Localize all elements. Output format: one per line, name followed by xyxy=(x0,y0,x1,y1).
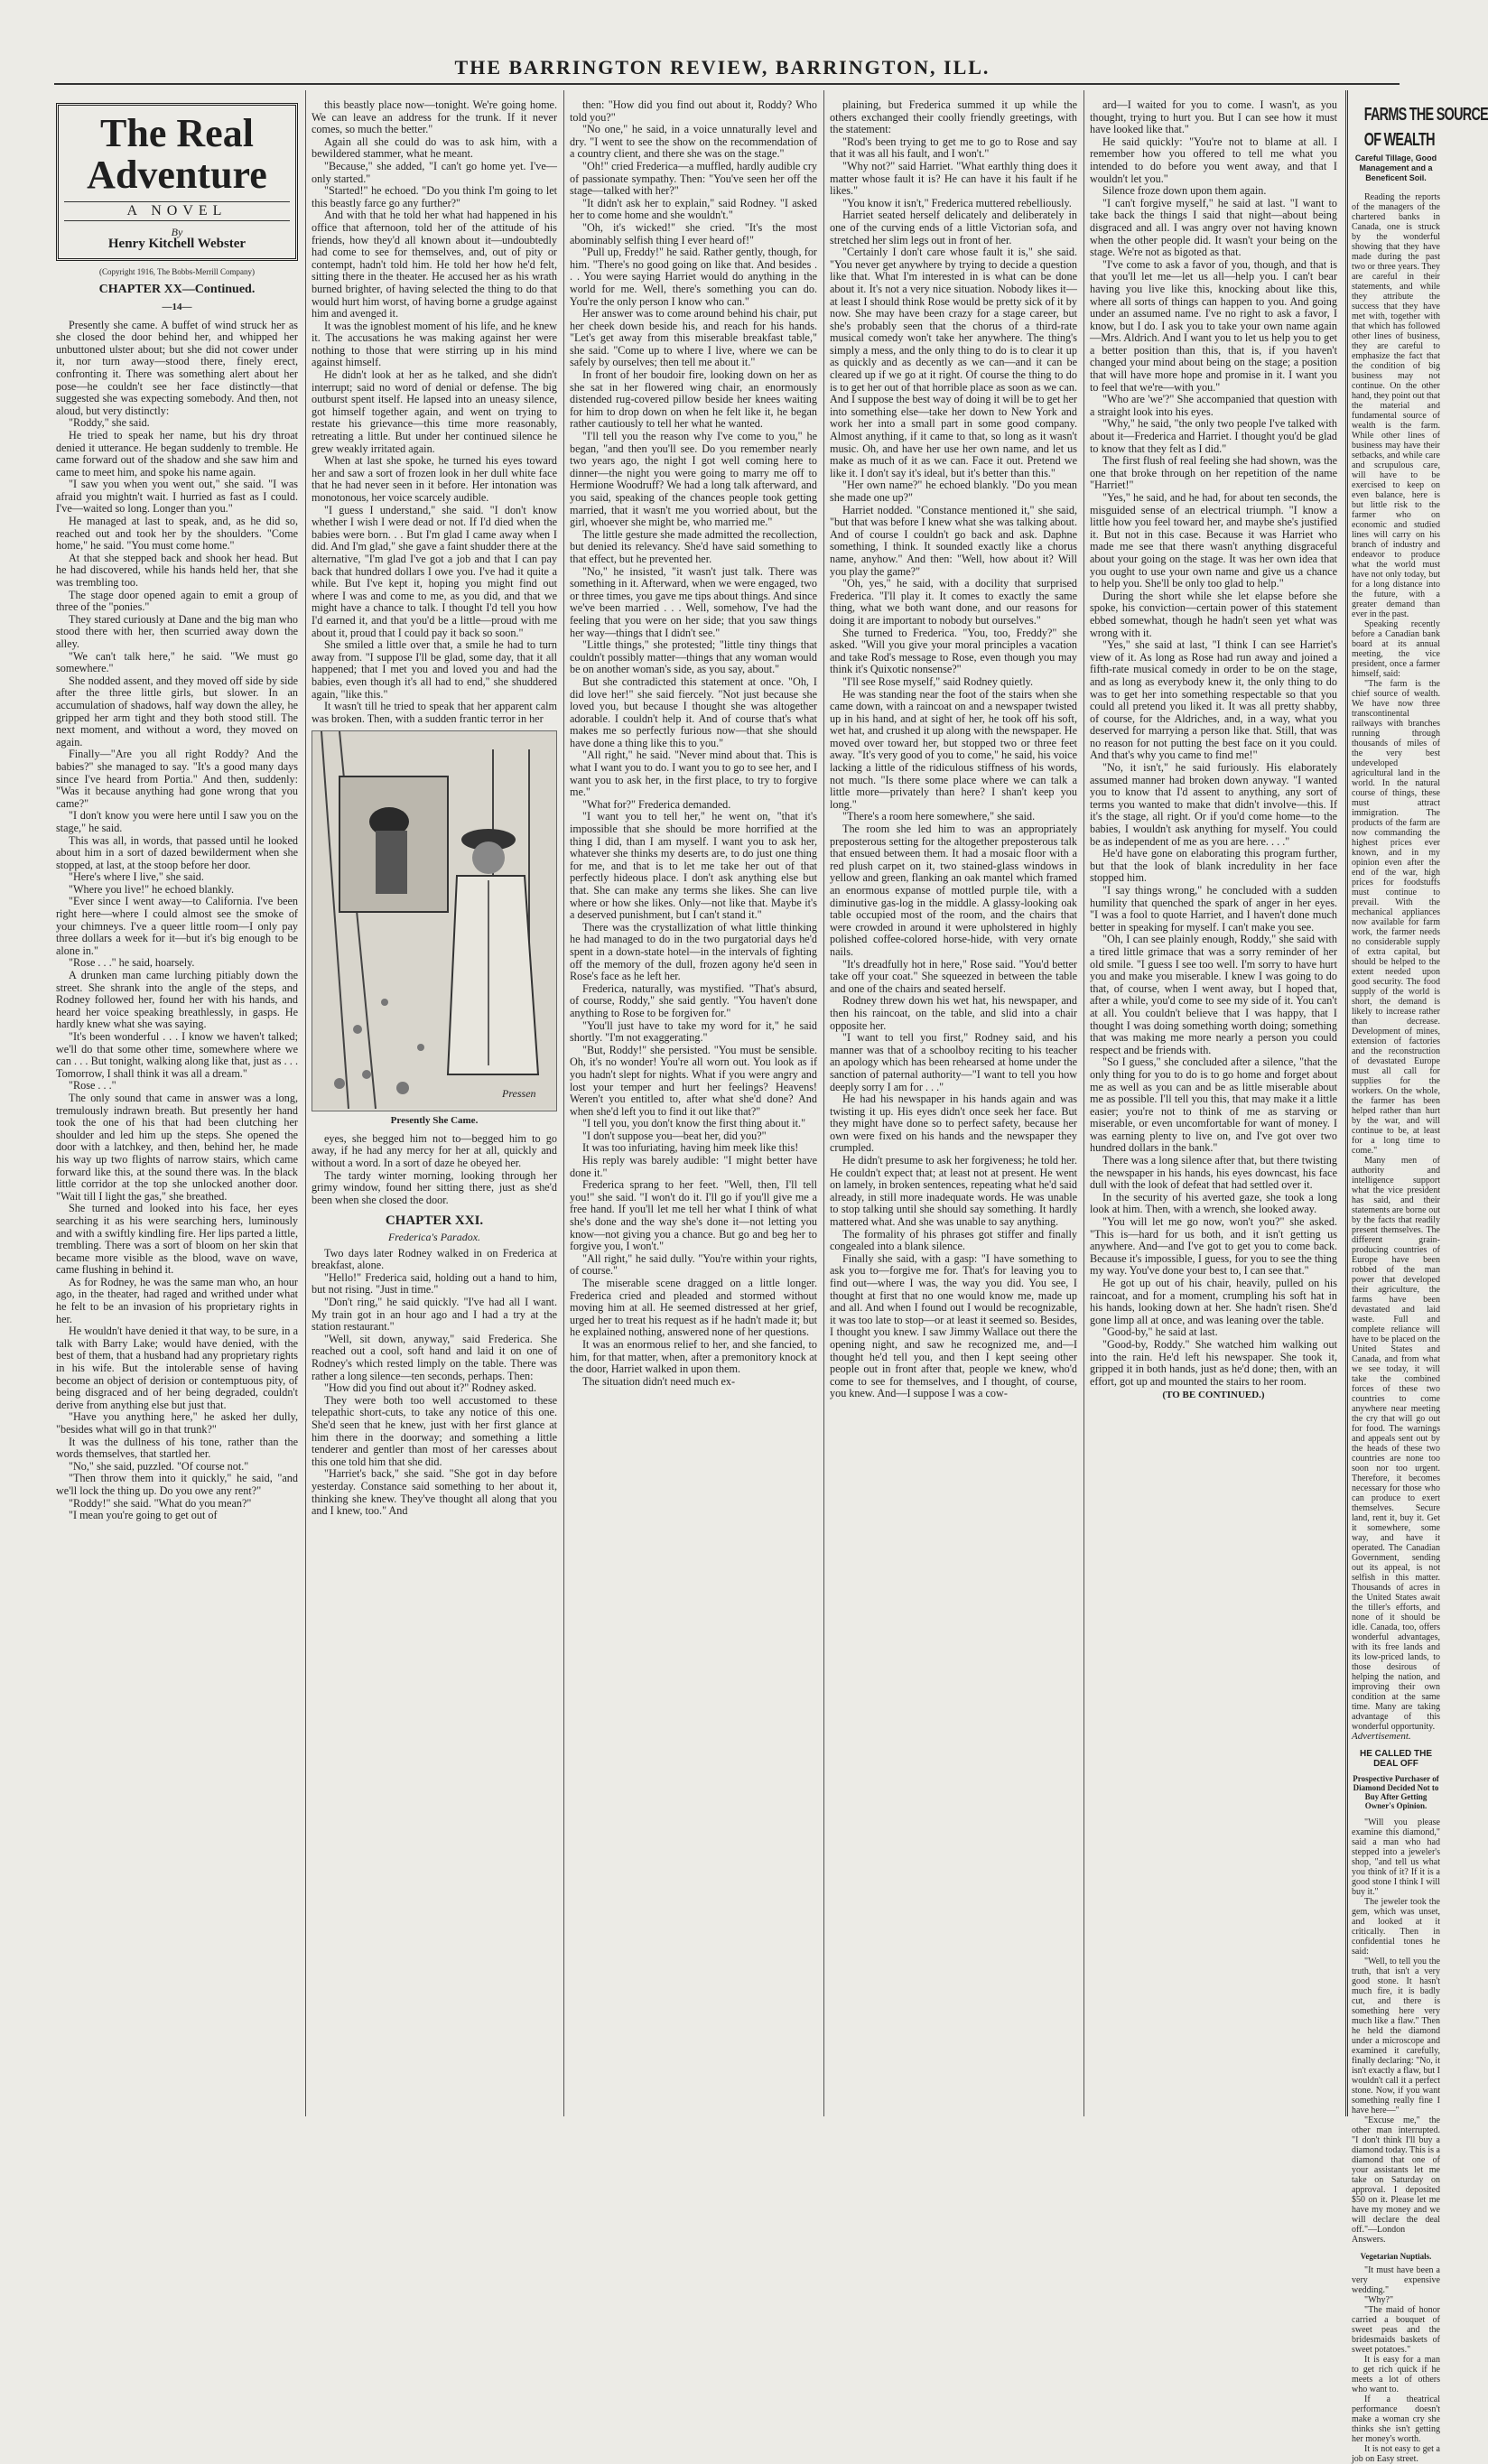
farms-headline-1: FARMS THE SOURCE xyxy=(1363,105,1488,125)
paragraph: It was the ignoblest moment of his life, and he knew it. The accusations he was making against her were nothing to those that were stirring up in his mind against himself. xyxy=(312,319,557,369)
paragraph: "But, Roddy!" she persisted. "You must be sensible. Oh, it's no wonder! You're all worn out. You look as if you hadn't slept for nights. What if you were angry and lost your temper and hurt her feelings? Heavens! Weren't you entitled to, after what she'd done? And when she'd left you to find it out like that?" xyxy=(570,1043,817,1118)
paragraph: She smiled a little over that, a smile he had to turn away from. "I suppose I'll be glad, some day, that it all happened; that I met you and loved you and had the babies, even though it's all had to end," she shuddered again, "like this." xyxy=(312,638,557,701)
column-5 xyxy=(1090,99,1337,2112)
paragraph: "I guess I understand," she said. "I don't know whether I wish I were dead or not. If I'd died when the babies were born. . . But I'm glad I came away when I did. And I'm glad," she gave a faint shudder there at the alternative, "I'm glad I've got a job and that I can pay back that hundred dollars I owe you. I've had it quite a while. But I've kept it, hoping you might find out where I was and come to me, as you did, and that we might have a chance to talk. I thought I'd tell you how I'd earned it, and that you'd be a little—proud with me about it, proud that I could pay it back so soon." xyxy=(312,503,557,639)
paragraph: It was the dullness of his tone, rather than the words themselves, that startled her. xyxy=(56,1435,298,1461)
paragraph: "Well, to tell you the truth, that isn't a very good stone. It hasn't much fire, it is badly cut, and there is something here very much like a flaw." Then he held the diamond under a microscope and examined it carefully, finally declaring: "No, it isn't exactly a flaw, but I wouldn't call it a perfect stone. Now, if you want something really fine I have here—" xyxy=(1352,1957,1440,2115)
paragraph: Many men of authority and intelligence support what the vice president has said, and their statements are borne out by the facts that readily present themselves. The different grain-producing countries of Europe have been robbed of the man power that developed their agriculture, the farms have been devastated and laid waste. Full and complete reliance will have to be placed on the United States and Canada, and from what we see today, it will take the combined forces of these two countries to come anywhere near meeting the cry that will go out for food. The warnings and appeals sent out by the heads of these two countries are none too soon nor too urgent. Therefore, it becomes necessary for those who can produce to exert themselves. Secure land, rent it, buy it. Get it somewhere, some way, and have it operated. The Canadian Government, sending out its appeal, is not selfish in this matter. Thousands of acres in the United States await the tiller's efforts, and none of it should be idle. Canada, too, offers wonderful advantages, with its free lands and its low-priced lands, to those desirous of helping the nation, and improving their own condition at the same time. Many are taking advantage of this wonderful opportunity. xyxy=(1352,1156,1440,1732)
story-author: Henry Kitchell Webster xyxy=(107,237,246,252)
paragraph: "I want to tell you first," Rodney said, and his manner was that of a schoolboy reciting to his teacher an apology which has been rehearsed at home under the sanction of paternal authority—"I want to tell you how deeply sorry I am for . . ." xyxy=(830,1031,1077,1093)
paragraph: "The maid of honor carried a bouquet of sweet peas and the bridesmaids baskets of sweet potatoes." xyxy=(1352,2305,1440,2355)
paragraph: Her answer was to come around behind his chair, put her cheek down beside his, and reach for his hands. "Let's get away from this miserable breakfast table," she said. "Come up to where I live, where we can be safely by ourselves; then tell me about it." xyxy=(570,307,817,369)
vegetarian-text xyxy=(1352,2265,1440,2355)
paragraph: It was too infuriating, having him meek like this! xyxy=(582,1141,799,1155)
paragraph: "Oh, I can see plainly enough, Roddy," she said with a tired little grimace that was a sorry reminder of her old smile. "I guess I see too well. I'm sorry to have hurt you and make you miserable. I knew I was going to do that, of course, when I went away, but I hoped that, after a while, you'd come to see my side of it. You can't at all. You couldn't believe that I was happy, that I thought I was doing something worth doing; something that was making me more nearly a person you could respect and be friends with. xyxy=(1090,933,1337,1056)
illustration-caption: Presently She Came. xyxy=(390,1115,479,1127)
paragraph: The little gesture she made admitted the recollection, but denied its relevancy. She'd have said something to that effect, but he prevented her. xyxy=(570,527,817,565)
paragraph: "I've come to ask a favor of you, though, and that is that you'll let me—let us all—help you. I can't bear having you live like this, knocking about like this, where all sorts of things can happen to you. And going under an assumed name. I've no right to ask a favor, I know, but I do. I ask you to take your own name again—Mrs. Aldrich. And I want you to let us help you to get a better position than this, that is, if you haven't changed your mind about being on the stage; a position that will have more hope and promise in it. I want you to feel that we're—with you." xyxy=(1090,257,1337,394)
paragraph: "I don't know you were here until I saw you on the stage," he said. xyxy=(56,809,298,834)
deal-text xyxy=(1352,1818,1440,2245)
paragraph: Reading the reports of the managers of the chartered banks in Canada, one is struck by the wonderful showing that they have made during the past two or three years. They are careful in their statements, and while they attribute the success that they have met with, together with that which has followed other lines of business, they are careful to emphasize the fact that the condition of big business may not continue. On the other hand, they point out that the material and fundamental source of wealth is the farm. While other lines of business may have their setbacks, and while care and scrupulous care, will have to be exercised to keep on even balance, here is but little risk to the farmer who on economic and studied lines will carry on his branch of industry and endeavor to produce what the world must have not only today, but for a long distance into the future, with a greater demand than ever in the past. xyxy=(1352,192,1440,619)
paragraph: "Roddy," she said. xyxy=(69,416,150,430)
paragraph: "Rose . . ." he said, hoarsely. xyxy=(69,956,195,970)
paragraph: "Oh, yes," he said, with a docility that surprised Frederica. "I'll play it. It comes to exactly the same thing, what we both want done, and our reasons for doing it are important to nobody but ourselves." xyxy=(830,577,1077,627)
paragraph: In the security of his averted gaze, she took a long look at him. Then, with a wrench, she looked away. xyxy=(1090,1190,1337,1216)
paragraph: She nodded assent, and they moved off side by side after the three little girls, but slower. In an accumulation of shadows, half way down the alley, he gripped her arm tight and they both stood still. The next moment, and without a word, they moved on again. xyxy=(56,674,298,748)
paragraph: It is easy for a man to get rich quick if he meets a lot of others who want to. xyxy=(1352,2355,1440,2394)
col5-text xyxy=(1090,99,1337,1388)
paragraph: He got up out of his chair, heavily, pulled on his raincoat, and for a moment, crumpling his soft hat in his hands, looking down at her. She hadn't risen. She'd gone limp all at once, and was leaning over the table. xyxy=(1090,1277,1337,1326)
paragraph: In front of her boudoir fire, looking down on her as she sat in her flowered wing chair, an enormously distended rug-covered pillow beside her knees waiting for him to drop down on when he felt like it, he began rather cautiously to tell her what he wanted. xyxy=(570,368,817,431)
column-2 xyxy=(312,99,557,2112)
paragraph: Again all she could do was to ask him, with a bewildered stammer, what he meant. xyxy=(312,135,557,161)
paragraph: As for Rodney, he was the same man who, an hour ago, in the theater, had raged and writhed under what he felt to be an invasion of his proprietary rights in her. xyxy=(56,1275,298,1325)
paragraph: "There's a room here somewhere," she said. xyxy=(842,810,1036,823)
paragraph: When at last she spoke, he turned his eyes toward her and saw a sort of frozen look in her dull white face that he had never seen in it before. Her intonation was monotonous, her voice scarcely audible. xyxy=(312,454,557,504)
paragraph: He'd have gone on elaborating this program further, but that the look of blank incredulity in her face stopped him. xyxy=(1090,847,1337,885)
paragraph: "Started!" he echoed. "Do you think I'm going to let this beastly farce go any further?" xyxy=(312,184,557,209)
paragraph: The stage door opened again to emit a group of three of the "ponies." xyxy=(56,588,298,614)
story-illustration xyxy=(312,730,557,1111)
column-1 xyxy=(56,99,298,2112)
paragraph: "It must have been a very expensive wedding." xyxy=(1352,2265,1440,2295)
paragraph: "I'll tell you the reason why I've come to you," he began, "and then you'll see. Do you remember nearly two years ago, the night I got well coming here to dinner—the night you were going to marry me off to Hermione Woodruff? We had a long talk afterward, and you said, speaking of the chances people took getting married, that it wasn't me you worried about, but the girl, whoever she might be, who married me." xyxy=(570,430,817,529)
paragraph: "I mean you're going to get out of xyxy=(69,1509,218,1522)
paragraph: "All right," he said. "Never mind about that. This is what I want you to do. I want you to go to see her, and I want you to ask her, in the first place, to try to forgive me." xyxy=(570,748,817,799)
paragraph: She turned and looked into his face, her eyes searching it as his were searching hers, luminously and with a swiftly kindling fire. Her lips parted a little, trembling. There was a sort of bloom on her skin that became more visible as the blood, wave on wave, came flushing in behind it. xyxy=(56,1202,298,1277)
masthead-rule xyxy=(54,83,1400,85)
deal-headline: HE CALLED THE DEAL OFF xyxy=(1360,1749,1432,1769)
paragraph: "How did you find out about it?" Rodney asked. xyxy=(324,1381,537,1395)
col4-text xyxy=(830,99,1077,1400)
paragraph: Frederica sprang to her feet. "Well, then, I'll tell you!" she said. "I won't do it. I'll go if you'll give me a free hand. If you'll let me tell her what I think of what she's done and the way she's done it—not letting you know—not giving you a chance. But go and beg her to forgive you, I won't." xyxy=(570,1178,817,1253)
paragraph: "The farm is the chief source of wealth. We have now three transcontinental railways with branches running through thousands of miles of the very best undeveloped agricultural land in the world. In the natural course of things, these must attract immigration. The products of the farm are now commanding the highest prices ever known, and in my opinion even after the end of the war, high prices for foodstuffs must continue to prevail. With the mechanical appliances now available for farm work, the farmer needs no considerable supply of extra capital, but should be helped to the extent needed upon good security. The food supply of the world is short, the demand is likely to increase rather than decrease. Development of mines, extension of factories and the reconstruction of devastated Europe must all call for supplies for the workers. On the whole, the farmer has been helped rather than hurt by the war, and will continue to be, at least for a long time to come." xyxy=(1352,679,1440,1156)
paragraph: "I can't forgive myself," he said at last. "I want to take back the things I said that night—about being disgraced and all. I was angry over not having known when the other people did. It wasn't your being on the stage. We're not as bigoted as that. xyxy=(1090,196,1337,259)
illustration-signature: Pressen xyxy=(502,1087,536,1101)
paragraph: "Pull up, Freddy!" he said. Rather gently, though, for him. "There's no good going on like that. And besides . . . You were saying Harriet would do anything in the world for me. Well, there's something you can do. You're the only person I know who can." xyxy=(570,246,817,308)
paragraph: "No," she said, puzzled. "Of course not." xyxy=(69,1459,249,1473)
story-title-box xyxy=(56,103,298,261)
farms-headline-2: OF WEALTH xyxy=(1363,130,1435,150)
paragraph: "Why?" xyxy=(1364,2295,1394,2305)
paragraph: "It didn't ask her to explain," said Rodney. "I asked her to come home and she wouldn't." xyxy=(570,196,817,222)
col2-bottom-text xyxy=(312,1133,557,1207)
paragraph: "No, it isn't," he said furiously. His elaborately assumed manner had broken down anyway. "I wanted you to know that I'd assent to anything, any sort of terms you wanted to make that didn't involve—this. If it's the stage, all right. Or if you'd come home—to the babies, I wouldn't ask anything for myself. You could be as independent of me as you are here. . . ." xyxy=(1090,761,1337,848)
paragraph: "No one," he said, in a voice unnaturally level and dry. "I went to see the show on the recommendation of a country client, and there she was on the stage." xyxy=(570,123,817,161)
to-be-continued: (TO BE CONTINUED.) xyxy=(1162,1390,1265,1401)
paragraph: Two days later Rodney walked in on Frederica at breakfast, alone. xyxy=(312,1246,557,1272)
paragraph: "I say things wrong," he concluded with a sudden humility that quenched the spark of anger in her eyes. "I was a fool to quote Harriet, and I haven't done much better in speaking for myself. I can't make you see. xyxy=(1090,884,1337,934)
paragraph: "Ever since I went away—to California. I've been right here—where I could almost see the smoke of your chimneys. I've a queer little room—I only pay three dollars a week for it—but it's big enough to be alone in." xyxy=(56,895,298,957)
fillers-text xyxy=(1352,2355,1440,2464)
paragraph: During the short while she let elapse before she spoke, his conviction—certain power of this statement ebbed somewhat, though he hadn't seen yet what was wrong with it. xyxy=(1090,589,1337,639)
paragraph: "I saw you when you went out," she said. "I was afraid you mightn't wait. I hurried as fast as I could. I've—waited so long. Longer than you." xyxy=(56,478,298,516)
paragraph: "You will let me go now, won't you?" she asked. "This is—hard for us both, and it isn't getting us anywhere. And—and I've got to get you to come back. Because it's impossible, I guess, for you to see the thing my way. You've done your best to, I can see that." xyxy=(1090,1215,1337,1278)
paragraph: Finally—"Are you all right Roddy? And the babies?" she managed to say. "It's a good many days since I've heard from Portia." And then, suddenly: "Was it because anything had gone wrong that you came?" xyxy=(56,748,298,810)
paragraph: plaining, but Frederica summed it up while the others exchanged their coolly friendly greetings, with the statement: xyxy=(830,98,1077,136)
paragraph: It was an enormous relief to her, and she fancied, to him, for that matter, when, after a premonitory knock at the door, Harriet walked in upon them. xyxy=(570,1337,817,1376)
paragraph: "I don't suppose you—beat her, did you?" xyxy=(582,1129,767,1142)
paragraph: There was the crystallization of what little thinking he had managed to do in the two purgatorial days he'd spent in a down-state hotel—in the intervals of fighting off the memory of the dull, frozen agony he'd seen in Rose's face as he left her. xyxy=(570,920,817,983)
illustration-drawing xyxy=(312,731,556,1109)
paragraph: "I tell you, you don't know the first thing about it." xyxy=(582,1117,806,1130)
story-title-line-1: The Real xyxy=(100,111,254,155)
paragraph: "We can't talk here," he said. "We must go somewhere." xyxy=(56,649,298,675)
chapter-label: CHAPTER XX—Continued. xyxy=(98,283,256,297)
paragraph: The formality of his phrases got stiffer and finally congealed into a blank silence. xyxy=(830,1227,1077,1253)
paragraph: ard—I waited for you to come. I wasn't, as you thought, trying to hurt you. But I can see how it must have looked like that." xyxy=(1090,98,1337,136)
paragraph: "Hello!" Frederica said, holding out a hand to him, but not rising. "Just in time." xyxy=(312,1270,557,1297)
paragraph: "Then throw them into it quickly," he said, "and we'll lock the thing up. Do you owe any rent?" xyxy=(56,1472,298,1497)
story-title-line-2: Adventure xyxy=(87,153,267,197)
paragraph: Silence froze down upon them again. xyxy=(1102,184,1267,198)
paragraph: "It's dreadfully hot in here," Rose said. "You'd better take off your coat." She squeezed in between the table and one of the chairs and seated herself. xyxy=(830,957,1077,995)
paragraph: If a theatrical performance doesn't make a woman cry she thinks she isn't getting her money's worth. xyxy=(1352,2394,1440,2444)
paragraph: He didn't presume to ask her forgiveness; he told her. He couldn't expect that; at least not at present. He went on lamely, in broken sentences, repeating what he'd said already, in still more inadequate words. He was unable to stop talking until she should say something. It hardly mattered what. And she was unable to say anything. xyxy=(830,1154,1077,1229)
paragraph: He said quickly: "You're not to blame at all. I remember how you offered to tell me what you intended to do before you went away, and that I wouldn't let you." xyxy=(1090,135,1337,185)
paragraph: It is not easy to get a job on Easy street. xyxy=(1352,2444,1440,2464)
paragraph: It wasn't till he tried to speak that her apparent calm was broken. Then, with a sudden frantic terror in her xyxy=(312,700,557,725)
col1-text xyxy=(56,320,298,1522)
column-3 xyxy=(570,99,817,2112)
paragraph: And with that he told her what had happened in his office that afternoon, told her of the attitude of his friends, how they'd all known about it—undoubtedly had come to see for themselves, and, out of pity or contempt, hadn't told him. He told her how he'd felt, sitting there in the theater. He accused her as his wrath burned brighter, of having selected the thing to do that would hurt him worst, of having borne a grudge against him and avenged it. xyxy=(312,209,557,321)
paragraph: "Because," she added, "I can't go home yet. I've—only started." xyxy=(312,159,557,185)
paragraph: At that she stepped back and shook her head. But he had discovered, while his hands held her, that she was trembling too. xyxy=(56,551,298,590)
paragraph: Rodney threw down his wet hat, his newspaper, and then his raincoat, on the table, and slid into a chair opposite her. xyxy=(830,994,1077,1032)
paragraph: A drunken man came lurching pitiably down the street. She shrank into the angle of the steps, and Rodney followed her, found her with his hands, and heard her voice speaking breathlessly, in gasps. He hardly knew what she was saying. xyxy=(56,969,298,1031)
paragraph: The only sound that came in answer was a long, tremulously indrawn breath. But presently her hand took the one of his that had been clutching her shoulder and led him up the steps. She opened the door with a latchkey, and then, behind her, he made his way up two flights of narrow stairs, which came forward like this, at the sound there was. In the black little corridor at the top she unlocked another door. "Wait till I light the gas," she breathed. xyxy=(56,1091,298,1203)
paragraph: Harriet seated herself delicately and deliberately in one of the curving ends of a little Victorian sofa, and stretched her slim legs out in front of her. xyxy=(830,209,1077,246)
paragraph: There was a long silence after that, but there twisting the newspaper in his hands, his eyes downcast, his face dull with the look of defeat that had settled over it. xyxy=(1090,1154,1337,1192)
paragraph: "Good-by," he said at last. xyxy=(1102,1325,1218,1339)
paragraph: "I'll see Rose myself," said Rodney quietly. xyxy=(842,674,1034,688)
paragraph: "Yes," he said, and he had, for about ten seconds, the misguided sense of an electrical triumph. "I know a little how you feel toward her, and maybe she's justified it. But not in this case. Because it was Harriet who made me see that there wasn't anything disgraceful about your going on the stage. It was her own idea that you ought to use your own name and give us a chance to help you. She'll be only too glad to help." xyxy=(1090,491,1337,590)
paragraph: "Her own name?" he echoed blankly. "Do you mean she made one up?" xyxy=(830,479,1077,504)
paragraph: He tried to speak her name, but his dry throat denied it utterance. He began suddenly to tremble. He came forward out of the shadow and she saw him and came to meet him, and spoke his name again. xyxy=(56,428,298,479)
paragraph: They stared curiously at Dane and the big man who stood there with her, then scurried away down the alley. xyxy=(56,612,298,650)
paragraph: "Well, sit down, anyway," said Frederica. She reached out a cool, soft hand and laid it on one of Rodney's which rested limply on the table. There was rather a long silence—ten seconds, perhaps. Then: xyxy=(312,1332,557,1382)
col2-top-text xyxy=(312,99,557,725)
paragraph: He was standing near the foot of the stairs when she came down, with a raincoat on and a newspaper twisted up in his hand, and at sight of her, he took off his soft, wet hat, and crushed it up along with the newspaper. He moved over toward her, but stopped two or three feet away. "It's very good of you to come," he said, his voice lacking a little of the ridiculous stiffness of his words, not much. "Is there some place where we can talk a little more—privately than here? I shan't keep you long." xyxy=(830,687,1077,811)
paragraph: He wouldn't have denied it that way, to be sure, in a talk with Barry Lake; would have denied, with the best of them, that a husband had any proprietary rights in his wife. But the intolerable sense of having become an object of derision or contemptuous pity, of being disgraced and of her being degraded, couldn't derive from anything else but just that. xyxy=(56,1325,298,1411)
paragraph: Harriet nodded. "Constance mentioned it," she said, "but that was before I knew what she was talking about. And of course I couldn't go back and ask. Daphne something, I think. It sounded exactly like a chorus name, anyhow." And then: "Well, how about it? Will you play the game?" xyxy=(830,503,1077,578)
paragraph: His reply was barely audible: "I might better have done it." xyxy=(570,1154,817,1179)
copyright: (Copyright 1916, The Bobbs-Merrill Company) xyxy=(98,266,256,276)
column-rule xyxy=(823,90,824,2116)
paragraph: The tardy winter morning, looking through her grimy window, found her sitting there, just as she'd been when she closed the door. xyxy=(312,1168,557,1206)
paragraph: "Why not?" said Harriet. "What earthly thing does it matter whose fault it is? He can have it his fault if he likes." xyxy=(830,159,1077,198)
farms-advertisement: Advertisement. xyxy=(1352,1731,1411,1742)
paragraph: Finally she said, with a gasp: "I have something to ask you to—forgive me for. That's for leaving you to find out—where I was, the way you did. You see, I thought at first that no one would know me, made up and all. And when I found out I would be recognizable, it was too late to stop—or at least it seemed so. Besides, I thought you knew. I saw Jimmy Wallace out there the opening night, and saw he recognized me, and—I thought he'd tell you, and then I kept seeing other people out in front after that, people we knew, who'd come to see for themselves, and I thought, of course, you knew. And—I suppose I was a cow- xyxy=(830,1251,1077,1400)
paragraph: "Oh!" cried Frederica—a muffled, hardly audible cry of passionate sympathy. Then: "You've seen her off the stage—talked with her?" xyxy=(570,159,817,198)
deal-subhead: Prospective Purchaser of Diamond Decided Not to Buy After Getting Owner's Opinion. xyxy=(1353,1774,1439,1810)
masthead: THE BARRINGTON REVIEW, BARRINGTON, ILL. xyxy=(454,56,990,79)
chapter-2-title: Frederica's Paradox. xyxy=(387,1231,481,1244)
paragraph: "Will you please examine this diamond," said a man who had stepped into a jeweler's shop, "and tell us what you think of it? If it is a good stone I think I will buy it." xyxy=(1352,1818,1440,1897)
paragraph: He managed at last to speak, and, as he did so, reached out and took her by the shoulders. "Come home," he said. "You must come home." xyxy=(56,515,298,553)
paragraph: The situation didn't need much ex- xyxy=(582,1374,736,1388)
paragraph: The miserable scene dragged on a little longer. Frederica cried and pleaded and stormed without moving him at all. He seemed distressed at her grief, urged her to treat his request as if he hadn't made it; but he explained nothing, answered none of her questions. xyxy=(570,1277,817,1339)
farms-subhead: Careful Tillage, Good Management and a Beneficent Soil. xyxy=(1354,153,1437,182)
story-by: By xyxy=(171,225,183,238)
paragraph: "It's been wonderful . . . I know we haven't talked; we'll do that some other time, somewhere where we can . . . But tonight, walking along like that, just as . . . Tomorrow, I shall think it was all a dream." xyxy=(56,1030,298,1080)
column-rule xyxy=(305,90,306,2116)
paragraph: But she contradicted this statement at once. "Oh, I did love her!" she said fiercely. "Not just because she loved you, but because I thought she was altogether adorable. I couldn't help it. And of course that's what makes me so perfectly furious now—that she should have done a thing like this to you." xyxy=(570,674,817,749)
paragraph: "Who are 'we'?" She accompanied that question with a straight look into his eyes. xyxy=(1090,393,1337,418)
column-4 xyxy=(830,99,1077,2112)
paragraph: She turned to Frederica. "You, too, Freddy?" she asked. "Will you give your moral principles a vacation and take Rod's message to Rose, even though you may think it's Quixotic nonsense?" xyxy=(830,626,1077,676)
paragraph: "Rose . . ." xyxy=(69,1079,116,1093)
paragraph: He didn't look at her as he talked, and she didn't interrupt; said no word of denial or defense. The big outburst spent itself. He lapsed into an uneasy silence, got himself together again, and went on trying to restate his grievance—this time more reasonably, retreating a little. But under her continued silence he grew weakly irritated again. xyxy=(312,368,557,455)
paragraph: "Yes," she said at last, "I think I can see Harriet's view of it. As long as Rose had run away and joined a fifth-rate musical comedy in order to be on the stage, and as long as everybody knew it, the only thing to do was to get her into something respectable so that you could all pretend you liked it. It was all pretty shabby, of course, for the Aldriches, and, in a way, what you deserved for marrying a person like that. Still, that was no reason for not putting the best face on it you could. And that's why you came to find me!" xyxy=(1090,638,1337,762)
paragraph: "Excuse me," the other man interrupted. "I don't think I'll buy a diamond today. This is a diamond that one of your assistants let me take on Saturday on approval. I deposited $50 on it. Please let me have my money and we will declare the deal off."—London Answers. xyxy=(1352,2115,1440,2245)
paragraph: "Harriet's back," she said. "She got in day before yesterday. Constance said something to her about it, thinking she knew. They've thought all along that you and I knew, too." And xyxy=(312,1467,557,1518)
paragraph: "Where you live!" he echoed blankly. xyxy=(69,882,235,896)
column-rule xyxy=(563,90,564,2116)
paragraph: Frederica, naturally, was mystified. "That's absurd, of course, Roddy," she said gently. "You haven't done anything to Rose to be forgiven for." xyxy=(570,981,817,1019)
paragraph: "Here's where I live," she said. xyxy=(69,870,204,884)
paragraph: "I want you to tell her," he went on, "that it's impossible that she should be more horrified at the thing I did, than I am myself. I want you to ask her, whatever she thinks my deserts are, to do just one thing for me, and that is to let me take her out of that perfectly hideous place. I don't ask anything else but that. She can make any terms she likes. She can live where or how she likes. Only—not like that. Maybe it's a deserved punishment, but I can't stand it." xyxy=(570,810,817,922)
col3-text xyxy=(570,99,817,1388)
paragraph: then: "How did you find out about it, Roddy? Who told you?" xyxy=(570,98,817,124)
chapter-number: —14— xyxy=(162,301,192,312)
column-rule-heavy xyxy=(1345,90,1348,2116)
col2-chapter-text xyxy=(312,1248,557,1518)
story-subtitle: A NOVEL xyxy=(64,201,290,221)
chapter-2-label: CHAPTER XXI. xyxy=(385,1213,484,1229)
paragraph: "Little things," she protested; "little tiny things that couldn't possibly matter—things that any woman would be on another woman's side, as you say, about." xyxy=(570,638,817,676)
paragraph: "Oh, it's wicked!" she cried. "It's the most abominably selfish thing I ever heard of!" xyxy=(570,220,817,246)
paragraph: "Good-by, Roddy." She watched him walking out into the rain. He'd left his newspaper. She took it, gripped it in both hands, just as he'd done; then, with an effort, got up and mounted the stairs to her room. xyxy=(1090,1337,1337,1388)
paragraph: "Certainly I don't care whose fault it is," she said. "You never get anywhere by trying to decide a question like that. What I'm interested in is what can be done about it. It's not a very nice situation. Nobody likes it—at least I should think Rose would be pretty sick of it by now. She may have been crazy for a stage career, but she's probably seen that the chorus of a third-rate musical comedy won't take her anywhere. The thing's simply a mess, and the only thing to do is to clear it up as quickly and as decently as we can—and it can be cleared up if we go at it right. Of course the thing to do is to get her out of that horrible place as soon as we can. And I suppose the best way of doing it will be to get her into something else—take her down to New York and work her into a small part in some good company. Almost anything, if it came to that, so long as it wasn't music. Oh, and have her use her own name, and let us make as much of it as we can. Face it out. Pretend we like it. I don't say it's ideal, but it's better than this." xyxy=(830,246,1077,479)
paragraph: "Have you anything here," he asked her dully, "besides what will go in that trunk?" xyxy=(56,1410,298,1436)
paragraph: "So I guess," she concluded after a silence, "that the only thing for you to do is to go home and forget about me as well as you can and be as little miserable about me as possible. I'll tell you this, that may make it a little easier; you're not to think of me as starving or miserable, or even uncomfortable for want of money. I was earning plenty to live on, and I've got over two hundred dollars in the bank." xyxy=(1090,1055,1337,1155)
paragraph: "You'll just have to take my word for it," he said shortly. "I'm not exaggerating." xyxy=(570,1018,817,1045)
paragraph: eyes, she begged him not to—begged him to go away, if he had any mercy for her at all, quickly and without a word. In a sort of daze he obeyed her. xyxy=(312,1131,557,1170)
paragraph: Speaking recently before a Canadian bank board at its annual meeting, the vice president, once a farmer himself, said: xyxy=(1352,619,1440,679)
paragraph: "Don't ring," he said quickly. "I've had all I want. My train got in an hour ago and I had a try at the station restaurant." xyxy=(312,1296,557,1334)
paragraph: "Rod's been trying to get me to go to Rose and say that it was all his fault, and I won't." xyxy=(830,135,1077,161)
paragraph: this beastly place now—tonight. We're going home. We can leave an address for the trunk. If it never comes, so much the better." xyxy=(312,98,557,136)
paragraph: "All right," he said dully. "You're within your rights, of course." xyxy=(570,1251,817,1278)
paragraph: "You know it isn't," Frederica muttered rebelliously. xyxy=(842,196,1072,209)
paragraph: The room she led him to was an appropriately preposterous setting for the altogether preposterous talk that ensued between them. It had a mosaic floor with a red plush carpet on it, two stained-glass windows in yellow and green, flanking an oak mantel which framed an enormous expanse of mottled purple tile, with a diminutive gas-log in the middle. A glassy-looking oak table occupied most of the room, and the chairs that were crowded in around it were upholstered in highly polished coffee-colored horse-hide, with very ornate nails. xyxy=(830,823,1077,958)
paragraph: The jeweler took the gem, which was unset, and looked at it critically. Then in confidential tones he said: xyxy=(1352,1897,1440,1957)
paragraph: He had his newspaper in his hands again and was twisting it up. His eyes didn't once seek her face. But they might have done so to perfect safety, because her own were fixed on his hands and the newspaper they crumpled. xyxy=(830,1093,1077,1155)
paragraph: "What for?" Frederica demanded. xyxy=(582,797,731,811)
paragraph: "No," he insisted, "it wasn't just talk. There was something in it. Afterward, when we were engaged, two or three times, you gave me tips about things. And since we've been married . . . Well, somehow, I've had the feeling that you were on her side; that you saw things her way—things that I didn't see." xyxy=(570,564,817,639)
column-rule xyxy=(1083,90,1084,2116)
paragraph: "Roddy!" she said. "What do you mean?" xyxy=(69,1496,252,1510)
paragraph: This was all, in words, that passed until he looked about him in a sort of dazed bewilderment when she stopped, at last, at the stoop before her door. xyxy=(56,833,298,871)
vegetarian-headline: Vegetarian Nuptials. xyxy=(1360,2252,1432,2261)
paragraph: The first flush of real feeling she had shown, was the one that broke through on her repetition of the name "Harriet!" xyxy=(1090,454,1337,492)
farms-text xyxy=(1352,192,1440,1732)
column-6 xyxy=(1352,99,1488,2464)
paragraph: Presently she came. A buffet of wind struck her as she closed the door behind her, and whipped her unbuttoned ulster about; but she did not cower under it, nor turn away—stood there, finely erect, confronting it. There was something alert about her pose—he couldn't see her face distinctly—that suggested she was expecting somebody. And then, not aloud, but very distinctly: xyxy=(56,318,298,417)
paragraph: "Why," he said, "the only two people I've talked with about it—Frederica and Harriet. I thought you'd be glad to know that they felt as I did." xyxy=(1090,417,1337,455)
paragraph: They were both too well accustomed to these telepathic short-cuts, to take any notice of this one. She'd seen that he knew, just with her first glance at him there in the doorway; and something a little tenderer and gentler than most of her caresses about this one told him that she did. xyxy=(312,1393,557,1468)
